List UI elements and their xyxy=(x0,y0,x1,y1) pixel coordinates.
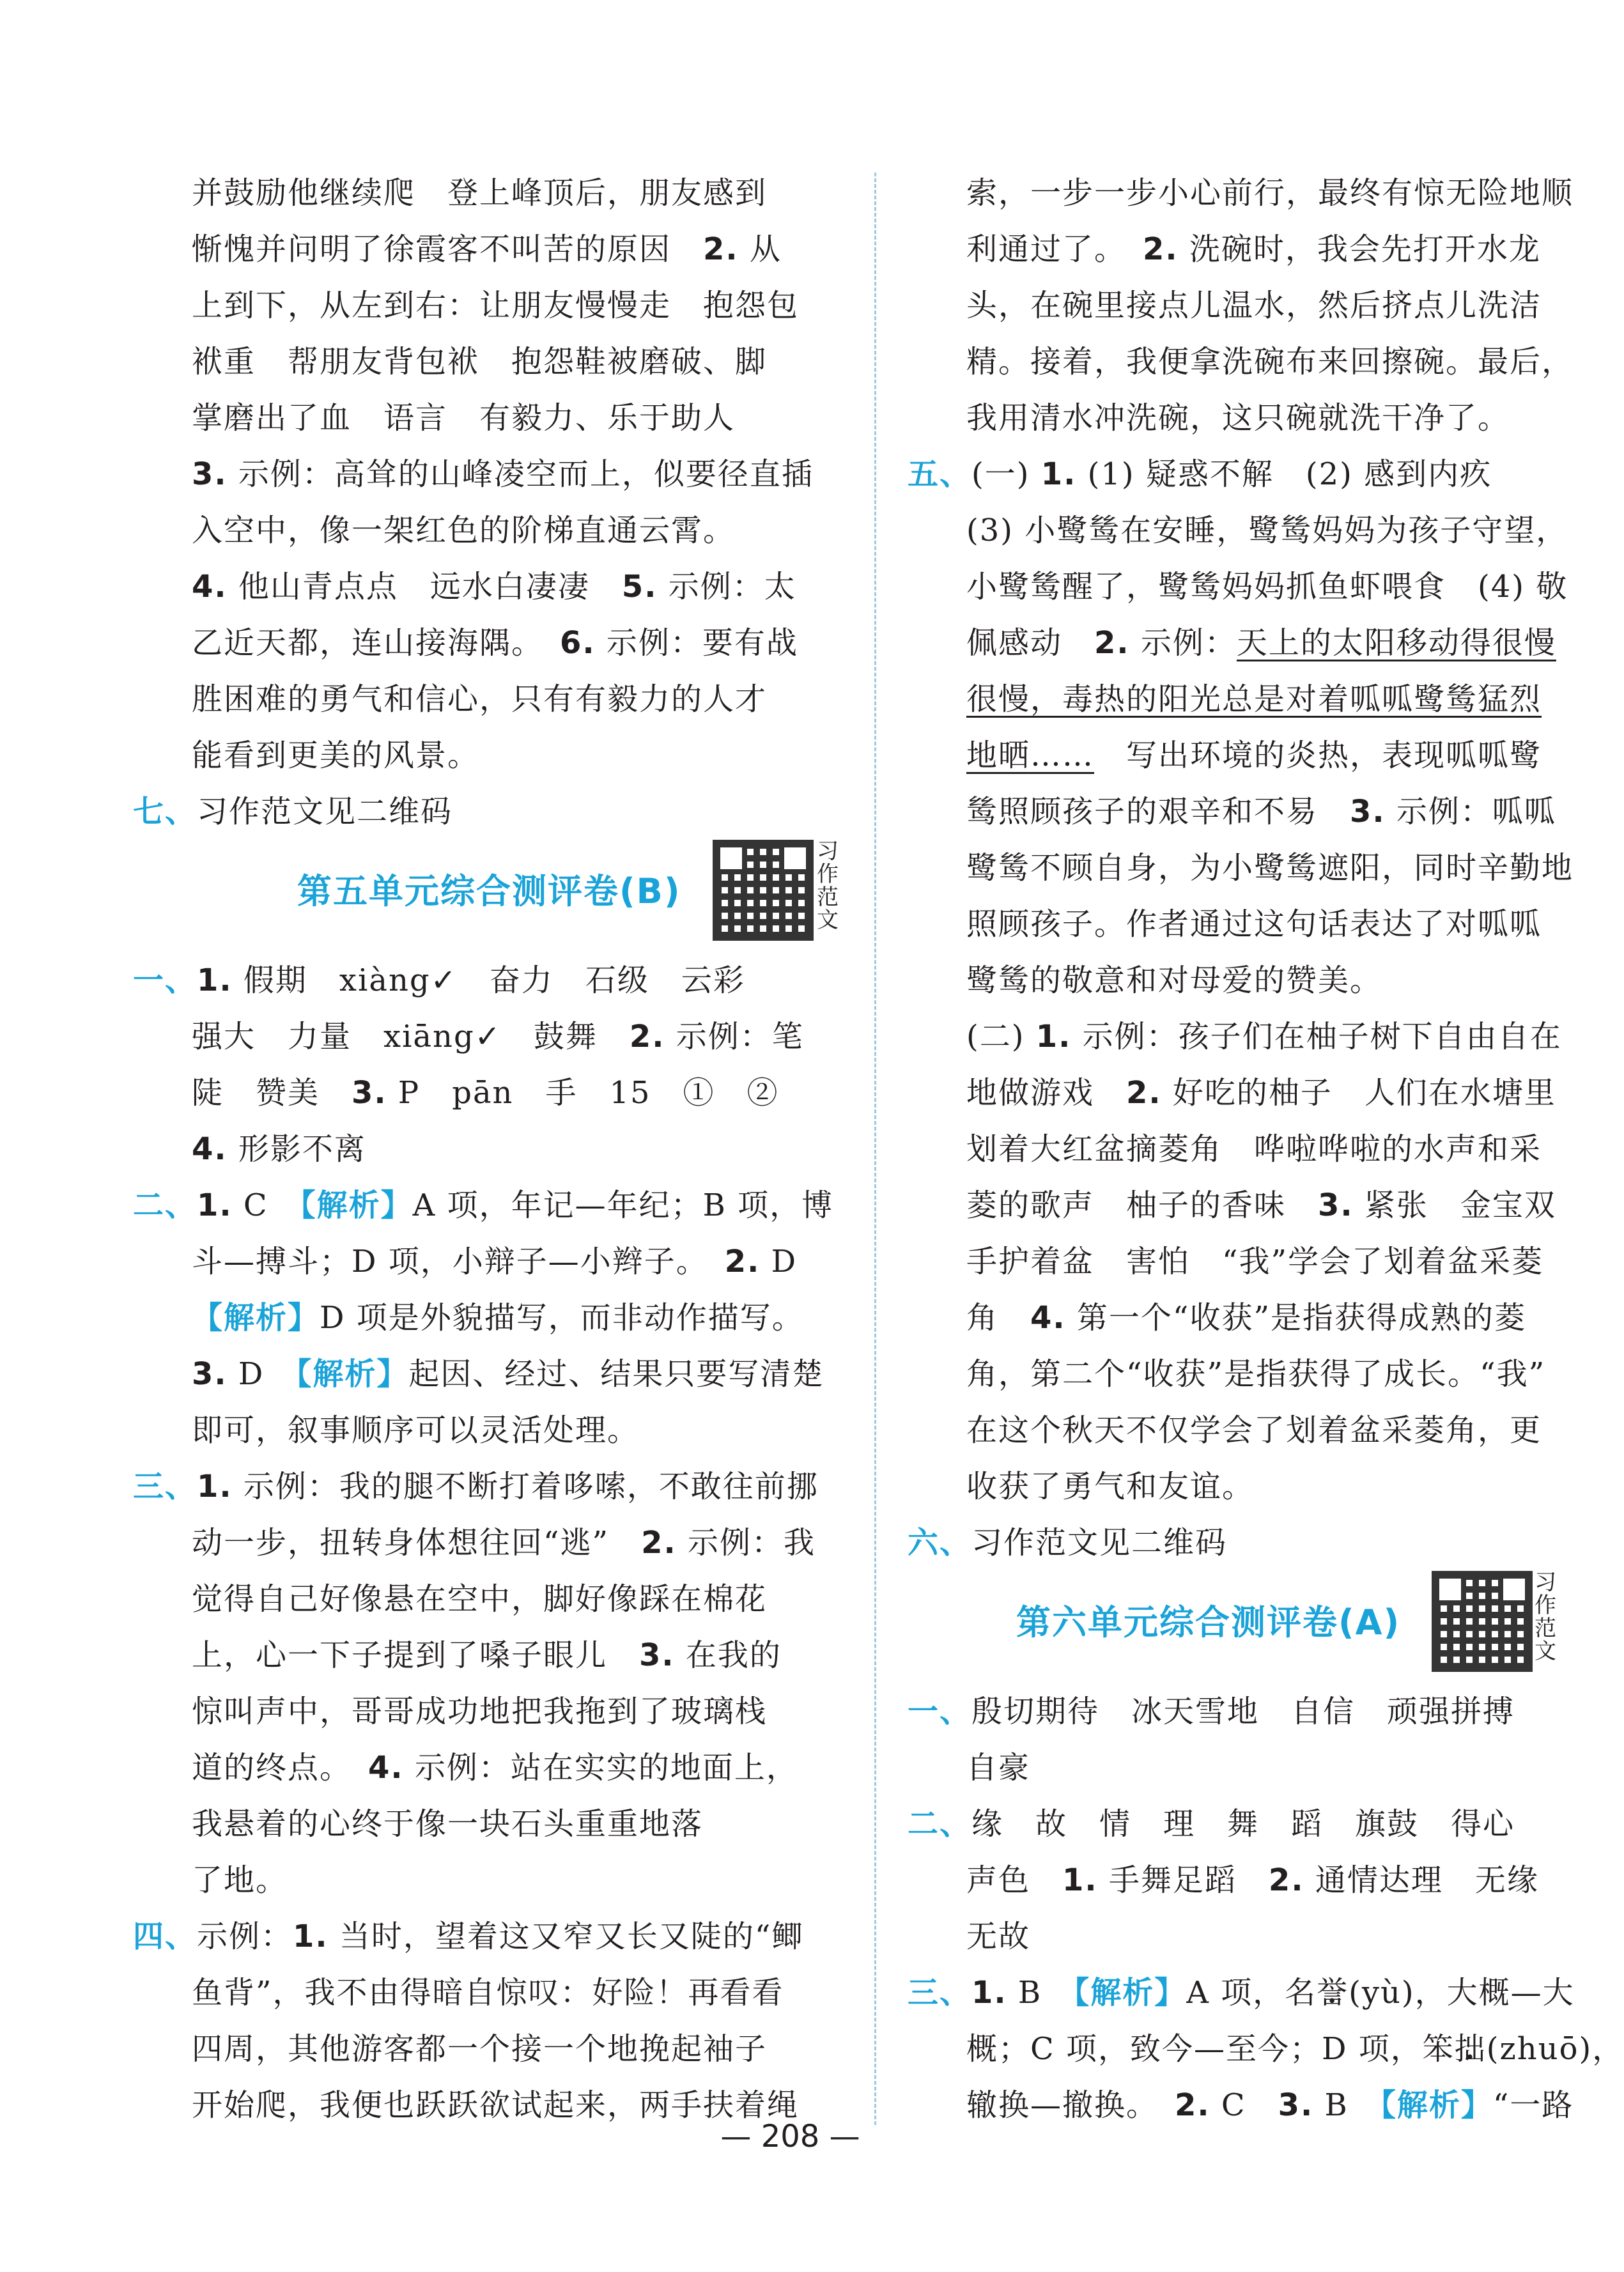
text-line: 头，在碗里接点儿温水，然后挤点儿洗洁 xyxy=(966,288,1542,323)
text-line: 很慢，毒热的阳光总是对着呱呱鹭鸶猛烈 xyxy=(966,681,1542,717)
section-a2: 二、缘 故 情 理 舞 蹈 旗鼓 得心 xyxy=(908,1806,1515,1842)
text-line: 袱重 帮朋友背包袱 抱怨鞋被磨破、脚 xyxy=(192,344,768,380)
text-line: 四周，其他游客都一个接一个地挽起袖子 xyxy=(192,2031,768,2067)
text-line: 辙换—撤换。 2. C 3. B 【解析】“一路 xyxy=(966,2087,1574,2123)
text-line: 上到下，从左到右：让朋友慢慢走 抱怨包 xyxy=(192,288,800,323)
text-line: 地晒…… 写出环境的炎热，表现呱呱鹭 xyxy=(966,738,1542,773)
text-line: 鹭鸶的敬意和对母爱的赞美。 xyxy=(966,962,1382,998)
section-5: 五、(一) 1. (1) 疑惑不解 (2) 感到内疚 xyxy=(908,456,1492,492)
unit-6-a-heading: 第六单元综合测评卷(A) xyxy=(1016,1602,1401,1642)
text-line: 强大 力量 xiāng✓ 鼓舞 2. 示例：笔 xyxy=(192,1019,804,1055)
text-line: 觉得自己好像悬在空中，脚好像踩在棉花 xyxy=(192,1581,768,1617)
qr-code-icon xyxy=(713,840,814,941)
text-line: 小鹭鸶醒了，鹭鸶妈妈抓鱼虾喂食 (4) 敬 xyxy=(966,569,1568,605)
text-line: 3. D 【解析】起因、经过、结果只要写清楚 xyxy=(192,1356,824,1392)
text-line: 上，心一下子提到了嗓子眼儿 3. 在我的 xyxy=(192,1637,782,1673)
text-line: 鱼背”，我不由得暗自惊叹：好险！再看看 xyxy=(192,1975,784,2011)
text-line: 乙近天都，连山接海隅。 6. 示例：要有战 xyxy=(192,625,798,661)
text-line: 索，一步一步小心前行，最终有惊无险地顺 xyxy=(966,175,1574,211)
text-line: 鹭鸶不顾自身，为小鹭鸶遮阳，同时辛勤地 xyxy=(966,850,1574,886)
text-line: 佩感动 2. 示例：天上的太阳移动得很慢 xyxy=(966,625,1556,661)
text-line: 即可，叙事顺序可以灵活处理。 xyxy=(192,1412,640,1448)
text-line: 划着大红盆摘菱角 哗啦哗啦的水声和采 xyxy=(966,1131,1542,1167)
right-column xyxy=(908,165,1624,2133)
section-7: 七、习作范文见二维码 xyxy=(133,794,453,830)
text-line: 在这个秋天不仅学会了划着盆采菱角，更 xyxy=(966,1412,1542,1448)
section-4: 四、示例：1. 当时，望着这又窄又长又陡的“鲫 xyxy=(133,1919,804,1954)
page-number-value: 208 xyxy=(761,2119,820,2154)
qr-code-icon xyxy=(1432,1571,1533,1672)
unit-heading-row xyxy=(908,1570,1556,1683)
text-line: 入空中，像一架红色的阶梯直通云霄。 xyxy=(192,513,736,548)
text-line: 菱的歌声 柚子的香味 3. 紧张 金宝双 xyxy=(966,1187,1556,1223)
text-line: 精。接着，我便拿洗碗布来回擦碗。最后， xyxy=(966,344,1574,380)
qr-label: 习作范文 xyxy=(817,838,839,933)
text-line: 惭愧并问明了徐霞客不叫苦的原因 2. 从 xyxy=(192,231,782,267)
text-line: 惊叫声中，哥哥成功地把我拖到了玻璃栈 xyxy=(192,1694,768,1729)
answer-item-3: 3. 示例：高耸的山峰凌空而上，似要径直插 xyxy=(192,456,814,492)
text-line: 【解析】D 项是外貌描写，而非动作描写。 xyxy=(192,1300,804,1336)
section-a3: 三、1. B 【解析】A 项，名誉(yù)，大概—大 xyxy=(908,1975,1575,2011)
page-number: — 208 — xyxy=(720,2119,860,2154)
text-line: 地做游戏 2. 好吃的柚子 人们在水塘里 xyxy=(966,1075,1556,1111)
text-line: 并鼓励他继续爬 登上峰顶后，朋友感到 xyxy=(192,175,768,211)
text-line: 4. 形影不离 xyxy=(192,1131,366,1167)
text-line: 角，第二个“收获”是指获得了成长。“我” xyxy=(966,1356,1546,1392)
text-line: 斗—搏斗；D 项，小辩子—小辫子。 2. D xyxy=(192,1244,798,1279)
qr-label: 习作范文 xyxy=(1535,1570,1556,1664)
text-line: (3) 小鹭鸶在安睡，鹭鸶妈妈为孩子守望， xyxy=(966,513,1568,548)
section-a1: 一、殷切期待 冰天雪地 自信 顽强拼搏 xyxy=(908,1694,1515,1729)
text-line: 能看到更美的风景。 xyxy=(192,738,480,773)
text-line: 掌磨出了血 语言 有毅力、乐于助人 xyxy=(192,400,736,436)
section-2: 二、1. C 【解析】A 项，年记—年纪；B 项，博 xyxy=(133,1187,834,1223)
text-line: 手护着盆 害怕 “我”学会了划着盆采菱 xyxy=(966,1244,1544,1279)
answer-item-4: 4. 他山青点点 远水白凄凄 5. 示例：太 xyxy=(192,569,796,605)
text-line: 声色 1. 手舞足蹈 2. 通情达理 无缘 xyxy=(966,1862,1539,1898)
section-3: 三、1. 示例：我的腿不断打着哆嗦，不敢往前挪 xyxy=(133,1469,819,1504)
text-line: 鸶照顾孩子的艰辛和不易 3. 示例：呱呱 xyxy=(966,794,1556,830)
text-line: 收获了勇气和友谊。 xyxy=(966,1469,1255,1504)
text-line: 概；C 项，致今—至今；D 项，笨拙(zhuō)， xyxy=(966,2031,1624,2067)
text-line: 我悬着的心终于像一块石头重重地落 xyxy=(192,1806,704,1842)
text-line: 胜困难的勇气和信心，只有有毅力的人才 xyxy=(192,681,768,717)
text-line: 利通过了。 2. 洗碗时，我会先打开水龙 xyxy=(966,231,1541,267)
section-1: 一、1. 假期 xiàng✓ 奋力 石级 云彩 xyxy=(133,962,745,998)
text-line: 角 4. 第一个“收获”是指获得成熟的菱 xyxy=(966,1300,1526,1336)
unit-heading-row xyxy=(192,840,837,952)
text-line: 无故 xyxy=(966,1919,1031,1954)
text-line: 开始爬，我便也跃跃欲试起来，两手扶着绳 xyxy=(192,2087,800,2123)
text-line: 道的终点。 4. 示例：站在实实的地面上， xyxy=(192,1750,798,1786)
text-line: 我用清水冲洗碗，这只碗就洗干净了。 xyxy=(966,400,1510,436)
unit-5-b-heading: 第五单元综合测评卷(B) xyxy=(297,871,681,911)
text-line: (二) 1. 示例：孩子们在柚子树下自由自在 xyxy=(966,1019,1562,1055)
text-line: 陡 赞美 3. P pān 手 15 ① ② xyxy=(192,1075,779,1111)
text-line: 自豪 xyxy=(966,1750,1031,1786)
text-line: 了地。 xyxy=(192,1862,288,1898)
text-line: 动一步，扭转身体想往回“逃” 2. 示例：我 xyxy=(192,1525,816,1561)
column-divider xyxy=(874,173,876,2125)
left-column xyxy=(133,165,839,2133)
text-line: 照顾孩子。作者通过这句话表达了对呱呱 xyxy=(966,906,1542,942)
section-6: 六、习作范文见二维码 xyxy=(908,1525,1228,1561)
